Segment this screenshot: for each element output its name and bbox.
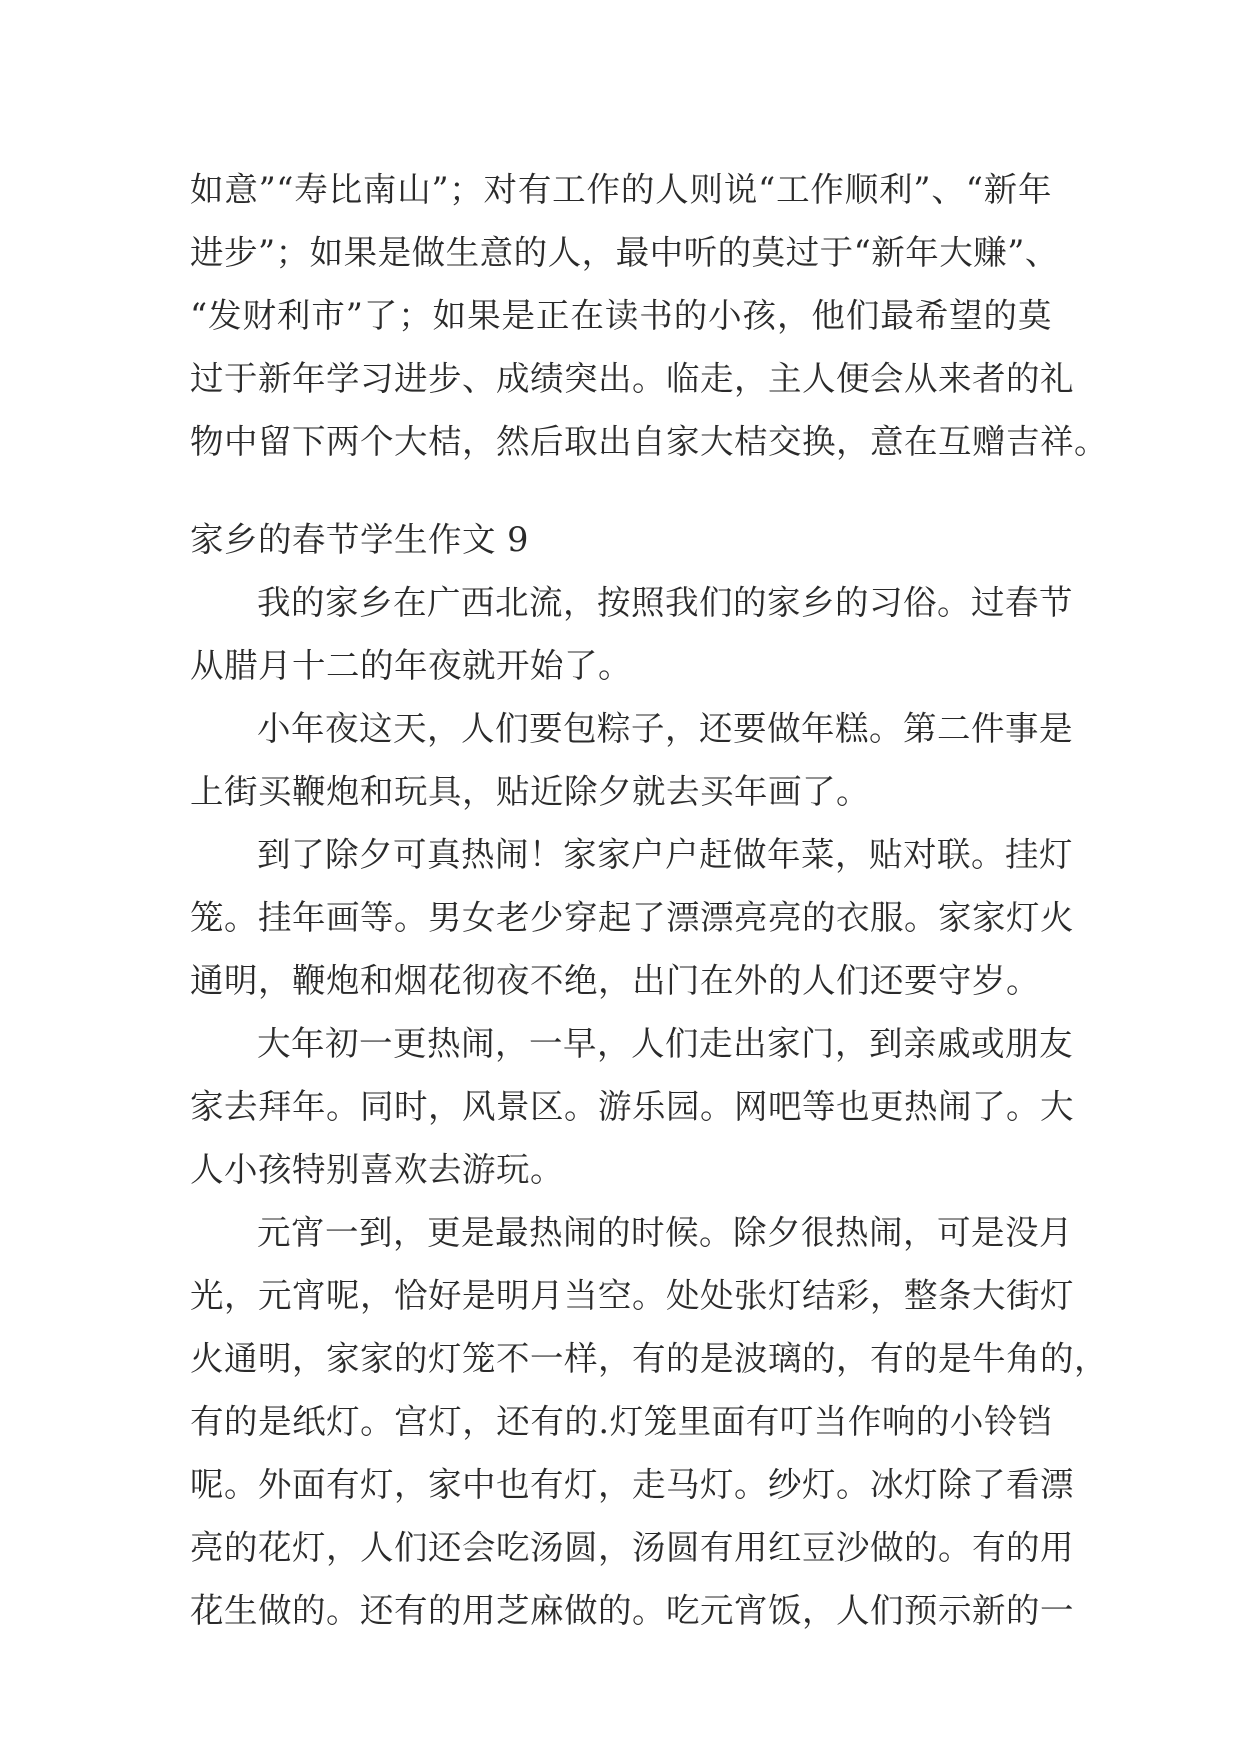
text-line: 花生做的。还有的用芝麻做的。吃元宵饭，人们预示新的一 [190, 1591, 1074, 1630]
essay-body [190, 571, 1108, 1642]
paragraph [190, 1201, 1108, 1642]
text-line: 亮的花灯，人们还会吃汤圆，汤圆有用红豆沙做的。有的用 [190, 1528, 1074, 1567]
paragraph [190, 1012, 1074, 1201]
text-line: 呢。外面有灯，家中也有灯，走马灯。纱灯。冰灯除了看漂 [190, 1465, 1074, 1504]
text-line: 人小孩特别喜欢去游玩。 [190, 1150, 564, 1189]
text-line: 物中留下两个大桔，然后取出自家大桔交换，意在互赠吉祥。 [190, 422, 1108, 461]
text-line: 笼。挂年画等。男女老少穿起了漂漂亮亮的衣服。家家灯火 [190, 898, 1074, 937]
text-line: 到了除夕可真热闹！家家户户赶做年菜，贴对联。挂灯 [257, 835, 1073, 874]
paragraph [190, 697, 1073, 823]
paragraph [190, 571, 1073, 697]
heading-text: 家乡的春节学生作文 9 [190, 520, 529, 559]
text-line: 小年夜这天，人们要包粽子，还要做年糕。第二件事是 [257, 709, 1073, 748]
text-line: 火通明，家家的灯笼不一样，有的是波璃的，有的是牛角的， [190, 1339, 1108, 1378]
section-heading [190, 508, 1052, 571]
text-line: 过于新年学习进步、成绩突出。临走，主人便会从来者的礼 [190, 359, 1074, 398]
text-line: 大年初一更热闹，一早，人们走出家门，到亲戚或朋友 [257, 1024, 1073, 1063]
paragraph [190, 823, 1074, 1012]
text-line: 如意”“寿比南山”；对有工作的人则说“工作顺利”、“新年 [190, 170, 1052, 209]
text-line: 通明，鞭炮和烟花彻夜不绝，出门在外的人们还要守岁。 [190, 961, 1040, 1000]
text-line: “发财利市”了；如果是正在读书的小孩，他们最希望的莫 [190, 296, 1052, 335]
text-line: 进步”；如果是做生意的人，最中听的莫过于“新年大赚”、 [190, 233, 1059, 272]
text-line: 我的家乡在广西北流，按照我们的家乡的习俗。过春节 [257, 583, 1073, 622]
text-line: 上街买鞭炮和玩具，贴近除夕就去买年画了。 [190, 772, 870, 811]
text-line: 元宵一到，更是最热闹的时候。除夕很热闹，可是没月 [257, 1213, 1073, 1252]
text-line: 有的是纸灯。宫灯，还有的.灯笼里面有叮当作响的小铃铛 [190, 1402, 1052, 1441]
text-line: 光，元宵呢，恰好是明月当空。处处张灯结彩，整条大街灯 [190, 1276, 1074, 1315]
continued-paragraph [190, 158, 1108, 473]
text-line: 从腊月十二的年夜就开始了。 [190, 646, 632, 685]
text-line: 家去拜年。同时，风景区。游乐园。网吧等也更热闹了。大 [190, 1087, 1074, 1126]
